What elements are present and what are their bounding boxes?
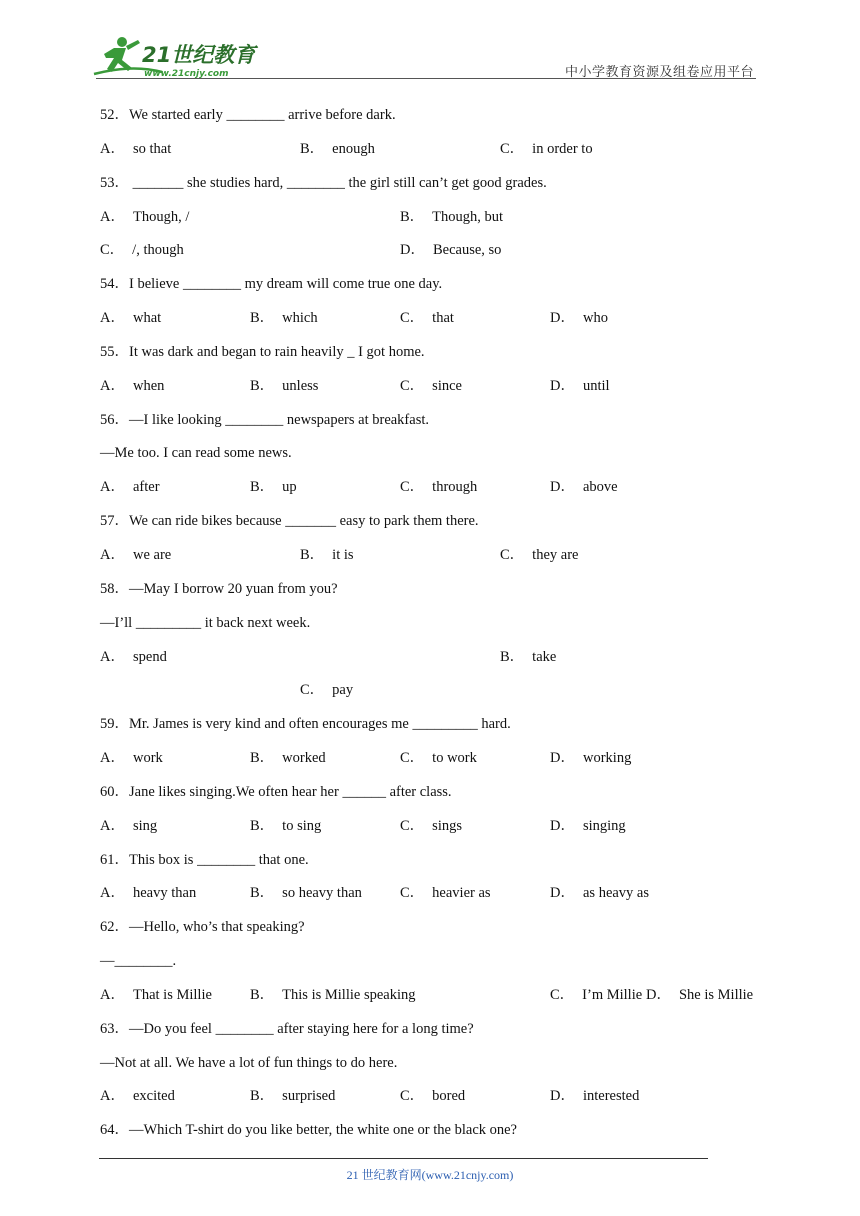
question-62: 62．—Hello, who’s that speaking?	[100, 919, 305, 936]
question-52: 52．We started early ________ arrive before dark.	[100, 107, 396, 123]
option-c: C． in order to	[500, 140, 593, 157]
question-58-reply: —I’ll _________ it back next week.	[100, 614, 311, 631]
options-63	[100, 1086, 760, 1120]
option-b: B． it is	[300, 546, 354, 563]
option-a: A． Though, /	[100, 208, 190, 225]
option-d: D． She is Millie	[646, 986, 754, 1003]
option-d: D． as heavy as	[550, 885, 650, 902]
option-a: A． work	[100, 750, 163, 767]
options-58-row1	[100, 647, 760, 681]
option-a: A． That is Millie	[100, 986, 212, 1003]
option-d: D． who	[550, 310, 608, 327]
question-list	[100, 105, 760, 1154]
header-divider	[96, 78, 756, 79]
options-57	[100, 545, 760, 579]
question-61: 61．This box is ________ that one.	[100, 851, 309, 868]
options-58-row2	[100, 680, 760, 714]
question-59: 59．Mr. James is very kind and often encourages me _________ hard.	[100, 716, 511, 733]
question-56-reply: —Me too. I can read some news.	[100, 445, 292, 462]
option-c: C． since	[400, 377, 462, 394]
options-53-row1	[100, 207, 760, 241]
options-55	[100, 376, 760, 410]
question-56: 56．—I like looking ________ newspapers at breakfast.	[100, 411, 429, 428]
option-a: A． spend	[100, 648, 167, 665]
option-a: A． sing	[100, 817, 158, 834]
footer-divider	[99, 1158, 708, 1159]
option-b: B． up	[250, 479, 297, 496]
question-60: 60．Jane likes singing.We often hear her ______ after class.	[100, 783, 452, 800]
option-b: B． unless	[250, 377, 319, 394]
option-d: D． until	[550, 377, 610, 394]
option-b: B． enough	[300, 140, 375, 157]
option-b: B． Though, but	[400, 208, 504, 225]
options-52	[100, 139, 760, 173]
question-63: 63．—Do you feel ________ after staying here for a long time?	[100, 1020, 474, 1037]
option-c: C． that	[400, 310, 454, 327]
option-d: D． Because, so	[400, 242, 502, 259]
option-b: B． take	[500, 648, 557, 665]
option-a: A． excited	[100, 1088, 175, 1105]
option-b: B． which	[250, 310, 318, 327]
option-b: B． surprised	[250, 1088, 336, 1105]
option-c: C． bored	[400, 1088, 466, 1105]
question-63-reply: —Not at all. We have a lot of fun things to do here.	[100, 1054, 398, 1071]
footer-link[interactable]: 21 世纪教育网(www.21cnjy.com)	[346, 1168, 514, 1182]
options-54	[100, 308, 760, 342]
question-58: 58．—May I borrow 20 yuan from you?	[100, 580, 338, 597]
option-c: C． sings	[400, 817, 462, 834]
option-b: B． so heavy than	[250, 885, 362, 902]
option-a: A． we are	[100, 546, 172, 563]
option-a: A． when	[100, 377, 165, 394]
option-c: C． /, though	[100, 242, 184, 259]
option-b: B． to sing	[250, 817, 322, 834]
options-59	[100, 748, 760, 782]
option-d: D． above	[550, 479, 618, 496]
option-c: C． I’m Millie	[550, 986, 643, 1003]
option-d: D． working	[550, 750, 632, 767]
question-54: 54．I believe ________ my dream will come true one day.	[100, 276, 443, 293]
options-61	[100, 883, 760, 917]
option-d: D． singing	[550, 817, 626, 834]
option-c: C． pay	[300, 682, 354, 699]
options-60	[100, 816, 760, 850]
option-c: C． through	[400, 479, 478, 496]
option-b: B． worked	[250, 750, 326, 767]
options-56	[100, 477, 760, 511]
site-logo	[92, 34, 262, 80]
question-55: 55．It was dark and began to rain heavily _ I got home.	[100, 343, 425, 360]
logo-url: www.21cnjy.com	[144, 69, 229, 79]
option-c: C． they are	[500, 546, 579, 563]
question-64: 64．—Which T-shirt do you like better, the white one or the black one?	[100, 1122, 517, 1139]
options-62	[100, 985, 760, 1019]
question-57: 57．We can ride bikes because _______ easy to park them there.	[100, 513, 479, 530]
logo-text: 21世纪教育	[142, 43, 256, 67]
question-53: 53． _______ she studies hard, ________ the girl still can’t get good grades.	[100, 174, 547, 191]
option-a: A． heavy than	[100, 885, 197, 902]
option-b: B． This is Millie speaking	[250, 986, 416, 1003]
options-53-row2	[100, 240, 760, 274]
option-d: D． interested	[550, 1088, 640, 1105]
header-platform-text: 中小学教育资源及组卷应用平台	[564, 65, 754, 80]
option-c: C． to work	[400, 750, 477, 767]
option-a: A． so that	[100, 140, 172, 157]
option-a: A． what	[100, 310, 162, 327]
option-c: C． heavier as	[400, 885, 491, 902]
question-62-reply: —________.	[100, 953, 177, 970]
option-a: A． after	[100, 479, 160, 496]
